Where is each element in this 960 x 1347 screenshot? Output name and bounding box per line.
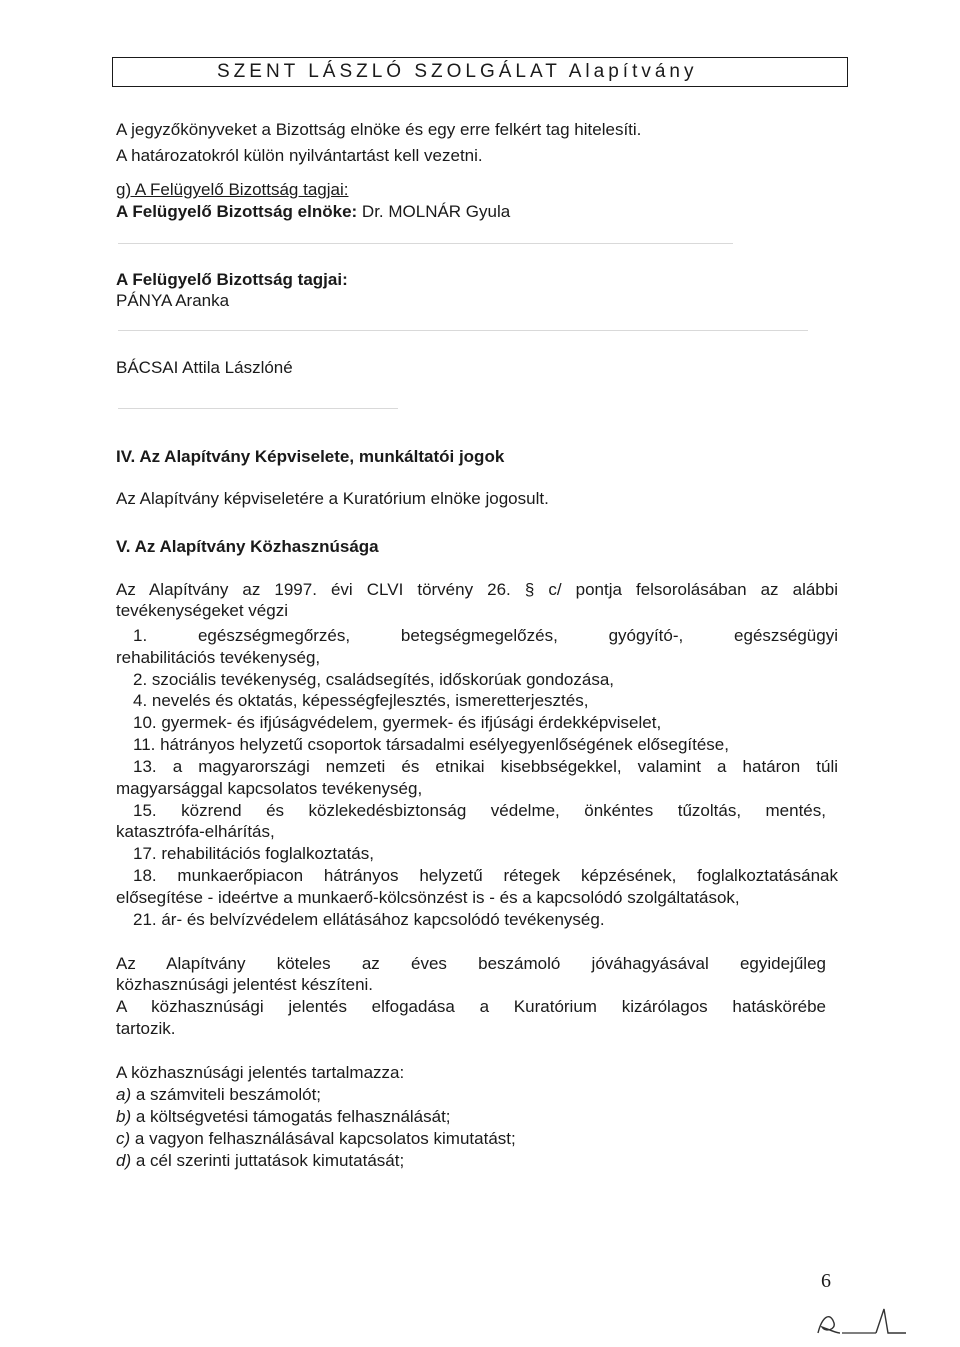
activity-item: 10. gyermek- és ifjúságvédelem, gyermek- és ifjúsági érdekképviselet,	[133, 713, 662, 732]
section-v-heading: V. Az Alapítvány Közhasznúsága	[116, 537, 379, 556]
text-line: tevékenységeket végzi	[116, 601, 288, 620]
board-members-label: A Felügyelő Bizottság tagjai:	[116, 270, 348, 289]
report-item-text: a cél szerinti juttatások kimutatását;	[131, 1151, 405, 1170]
activity-item: 1. egészségmegőrzés, betegségmegelőzés, gyógyító-, egészségügyi	[133, 626, 838, 645]
report-item-marker: c)	[116, 1129, 131, 1148]
text-line: A határozatokról külön nyilvántartást kell vezetni.	[116, 146, 483, 165]
text-line: közhasznúsági jelentést készíteni.	[116, 975, 374, 994]
faint-line	[118, 330, 808, 331]
text-line: tartozik.	[116, 1019, 176, 1038]
report-item-text: a költségvetési támogatás felhasználását;	[131, 1107, 451, 1126]
report-item-marker: a)	[116, 1085, 132, 1104]
board-member-name: PÁNYA Aranka	[116, 291, 230, 310]
activity-item: 15. közrend és közlekedésbiztonság védelme, önkéntes tűzoltás, mentés,	[133, 801, 826, 820]
text-line: A közhasznúsági jelentés elfogadása a Kuratórium kizárólagos hatáskörébe	[116, 997, 826, 1016]
section-iv-heading: IV. Az Alapítvány Képviselete, munkáltatói jogok	[116, 447, 505, 466]
report-item	[116, 1107, 451, 1127]
report-item-marker: b)	[116, 1107, 132, 1126]
activity-item: 13. a magyarországi nemzeti és etnikai kisebbségekkel, valamint a határon túli	[133, 757, 838, 776]
report-item	[116, 1129, 516, 1149]
faint-line	[118, 243, 733, 244]
report-item-text: a számviteli beszámolót;	[131, 1085, 322, 1104]
report-item	[116, 1085, 321, 1105]
activity-item-cont: rehabilitációs tevékenység,	[116, 648, 321, 667]
board-member-name: BÁCSAI Attila Lászlóné	[116, 358, 293, 377]
signature-initials	[814, 1303, 914, 1339]
text-line: A jegyzőkönyveket a Bizottság elnöke és egy erre felkért tag hitelesíti.	[116, 120, 642, 139]
board-chair-label: A Felügyelő Bizottság elnöke:	[116, 202, 358, 221]
text-line: Az Alapítvány képviseletére a Kuratórium elnöke jogosult.	[116, 489, 549, 508]
activity-item: 18. munkaerőpiacon hátrányos helyzetű rétegek képzésének, foglalkoztatásának	[133, 866, 838, 885]
document-header	[112, 57, 848, 87]
activity-item: 21. ár- és belvízvédelem ellátásához kapcsolódó tevékenység.	[133, 910, 605, 929]
faint-line	[118, 408, 398, 409]
report-item-marker: d)	[116, 1151, 132, 1170]
activity-item: 4. nevelés és oktatás, képességfejlesztés, ismeretterjesztés,	[133, 691, 589, 710]
report-item-text: a vagyon felhasználásával kapcsolatos kimutatást;	[130, 1129, 516, 1148]
board-chair-line	[116, 202, 510, 222]
text-line: Az Alapítvány az 1997. évi CLVI törvény 26. § c/ pontja felsorolásában az alábbi	[116, 580, 838, 599]
report-item	[116, 1151, 404, 1171]
activity-item: 11. hátrányos helyzetű csoportok társadalmi esélyegyenlőségének elősegítése,	[133, 735, 729, 754]
activity-item-cont: elősegítése - ideértve a munkaerő-kölcsönzést is - és a kapcsolódó szolgáltatások,	[116, 888, 740, 907]
activity-item: 2. szociális tevékenység, családsegítés, időskorúak gondozása,	[133, 670, 614, 689]
header-title: SZENT LÁSZLÓ SZOLGÁLAT Alapítvány	[217, 61, 698, 82]
board-chair-name: Dr. MOLNÁR Gyula	[357, 202, 511, 221]
activity-item-cont: katasztrófa-elhárítás,	[116, 822, 275, 841]
section-g-heading: g) A Felügyelő Bizottság tagjai:	[116, 180, 349, 199]
text-line: A közhasznúsági jelentés tartalmazza:	[116, 1063, 405, 1082]
page-number: 6	[821, 1270, 831, 1292]
activity-item: 17. rehabilitációs foglalkoztatás,	[133, 844, 374, 863]
text-line: Az Alapítvány köteles az éves beszámoló jóváhagyásával egyidejűleg	[116, 954, 826, 973]
activity-item-cont: magyarsággal kapcsolatos tevékenység,	[116, 779, 423, 798]
